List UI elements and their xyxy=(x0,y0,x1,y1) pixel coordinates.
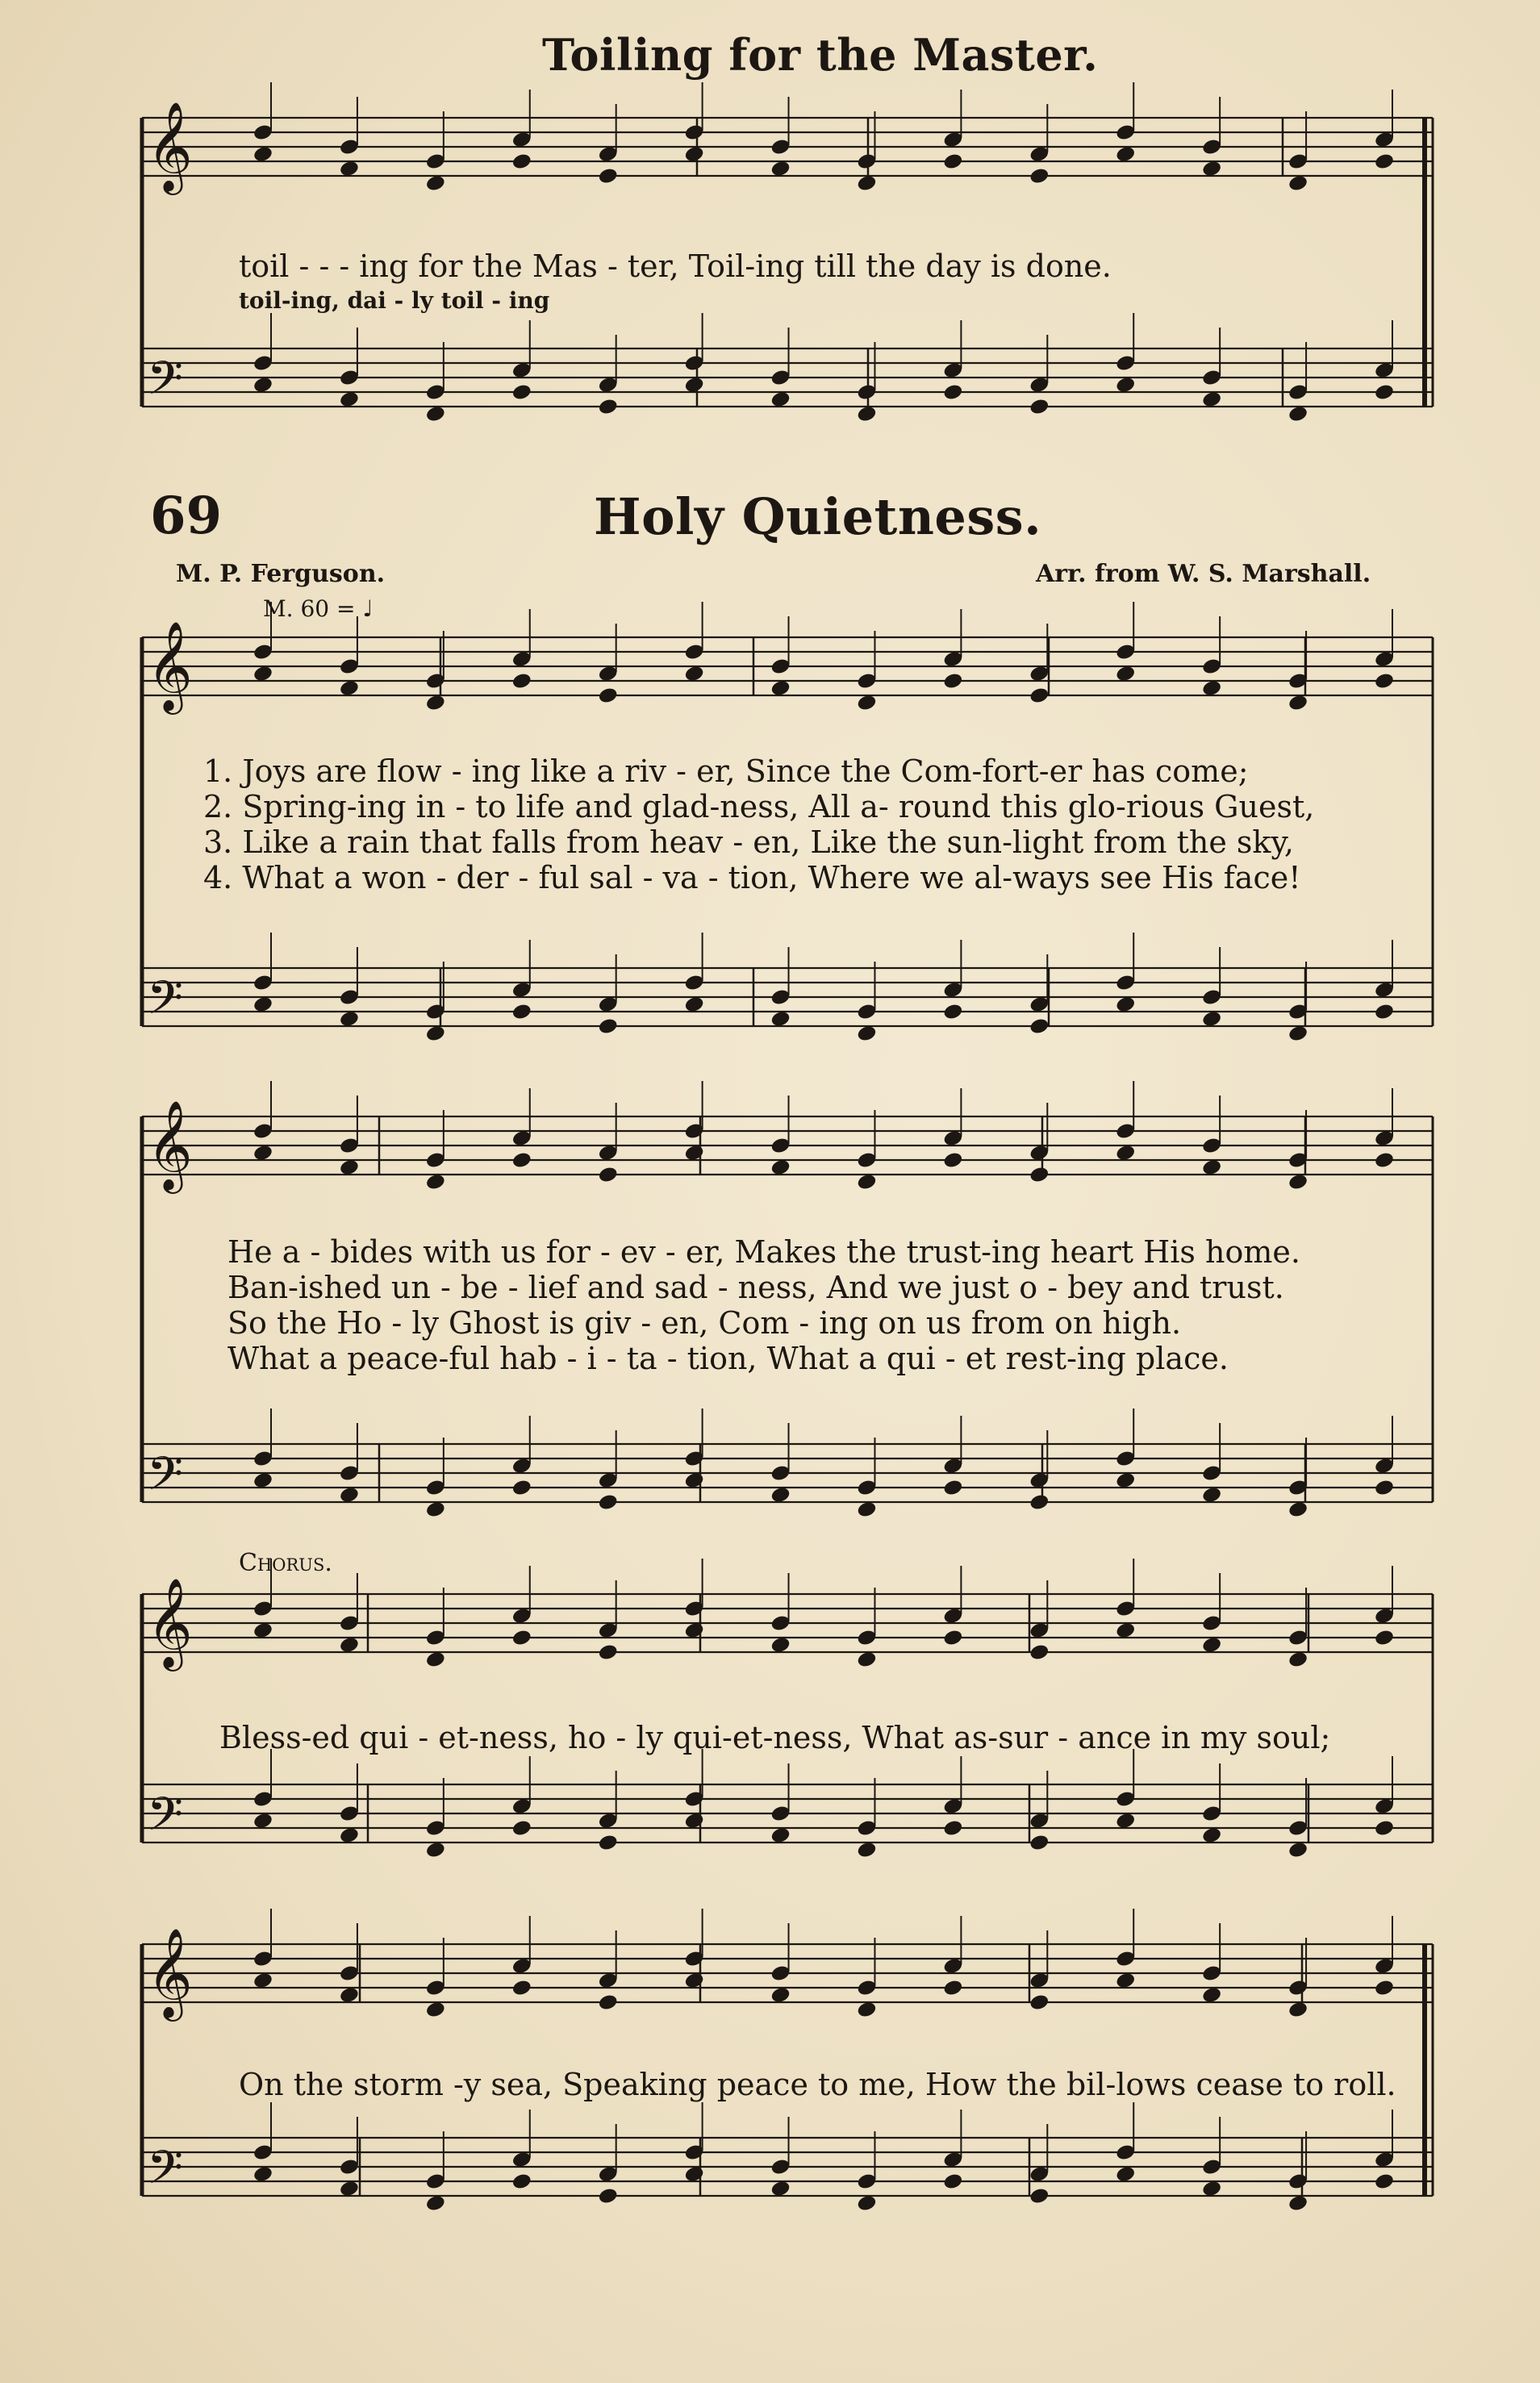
treble-clef-icon: 𝄞 xyxy=(147,1100,193,1190)
notehead xyxy=(511,1629,532,1647)
notehead xyxy=(1288,1651,1308,1669)
notehead xyxy=(942,1003,963,1021)
notehead xyxy=(684,1972,705,1990)
notehead xyxy=(856,2194,877,2213)
notehead xyxy=(856,405,877,424)
notehead xyxy=(770,1010,791,1029)
notehead xyxy=(1115,665,1136,683)
notehead xyxy=(1374,672,1395,691)
notehead xyxy=(252,1471,273,1490)
notehead xyxy=(511,383,532,402)
verse-1-line-1: 1. Joys are flow - ing like a riv - er, Since the Com-fort-er has come; xyxy=(203,753,1249,789)
notehead xyxy=(511,1151,532,1170)
notehead xyxy=(1115,1621,1136,1640)
notehead xyxy=(1288,174,1308,193)
notehead xyxy=(425,1841,446,1859)
top-hymn-lyric: toil - - - ing for the Mas - ter, Toil-ing till the day is done. xyxy=(239,248,1112,284)
notehead xyxy=(252,1621,273,1640)
bass-clef-icon: 𝄢 xyxy=(147,1446,184,1513)
bass-clef-icon: 𝄢 xyxy=(147,351,184,417)
notehead xyxy=(1288,1025,1308,1043)
notehead xyxy=(942,1479,963,1497)
notehead xyxy=(598,1643,619,1662)
bass-clef-icon: 𝄢 xyxy=(147,2140,184,2206)
notehead xyxy=(856,1173,877,1192)
treble-clef-icon: 𝄞 xyxy=(147,1577,193,1667)
verse-3-line-1: 3. Like a rain that falls from heav - en, Like the sun-light from the sky, xyxy=(203,824,1294,860)
notehead xyxy=(1288,694,1308,712)
notehead xyxy=(598,1017,619,1036)
notehead xyxy=(770,679,791,698)
notehead xyxy=(252,1812,273,1830)
chorus-line-2: On the storm -y sea, Speaking peace to me, How the bil-lows cease to roll. xyxy=(239,2067,1396,2102)
notehead xyxy=(598,1834,619,1852)
notehead xyxy=(1201,390,1222,409)
notehead xyxy=(339,1010,360,1029)
notehead xyxy=(1115,376,1136,394)
notehead xyxy=(425,694,446,712)
verse-1-line-2: He a - bides with us for - ev - er, Makes the trust-ing heart His home. xyxy=(227,1234,1300,1270)
notehead xyxy=(684,665,705,683)
notehead xyxy=(942,1629,963,1647)
hymn-author: M. P. Ferguson. xyxy=(176,560,386,588)
notehead xyxy=(598,398,619,416)
notehead xyxy=(598,687,619,705)
notehead xyxy=(1374,383,1395,402)
notehead xyxy=(1029,687,1050,705)
verse-2-line-2: Ban-ished un - be - lief and sad - ness, And we just o - bey and trust. xyxy=(227,1270,1284,1305)
notehead xyxy=(1115,1144,1136,1162)
notehead xyxy=(511,672,532,691)
notehead xyxy=(425,2194,446,2213)
notehead xyxy=(1288,405,1308,424)
treble-clef-icon: 𝄞 xyxy=(147,620,193,711)
notehead xyxy=(339,1636,360,1655)
notehead xyxy=(1374,1151,1395,1170)
notehead xyxy=(942,1819,963,1838)
notehead xyxy=(856,174,877,193)
notehead xyxy=(425,405,446,424)
bass-clef-icon: 𝄢 xyxy=(147,1787,184,1853)
notehead xyxy=(339,1826,360,1845)
notehead xyxy=(770,1158,791,1177)
notehead xyxy=(942,672,963,691)
notehead xyxy=(1374,1003,1395,1021)
notehead xyxy=(1288,1500,1308,1519)
notehead xyxy=(1374,1629,1395,1647)
notehead xyxy=(770,1486,791,1505)
notehead xyxy=(252,376,273,394)
notehead xyxy=(1029,167,1050,186)
verse-2-line-1: 2. Spring-ing in - to life and glad-ness, All a- round this glo-rious Guest, xyxy=(203,789,1315,824)
chorus-line-1: Bless-ed qui - et-ness, ho - ly qui-et-ness, What as-sur - ance in my soul; xyxy=(219,1720,1331,1755)
notehead xyxy=(1029,398,1050,416)
notehead xyxy=(942,2172,963,2191)
notehead xyxy=(339,160,360,178)
notehead xyxy=(1201,160,1222,178)
notehead xyxy=(598,167,619,186)
notehead xyxy=(1029,1993,1050,2012)
bass-clef-icon: 𝄢 xyxy=(147,970,184,1037)
notehead xyxy=(339,679,360,698)
notehead xyxy=(1374,2172,1395,2191)
notehead xyxy=(684,1621,705,1640)
notehead xyxy=(1201,1158,1222,1177)
notehead xyxy=(1201,1636,1222,1655)
notehead xyxy=(770,390,791,409)
notehead xyxy=(425,1651,446,1669)
notehead xyxy=(1029,1493,1050,1512)
notehead xyxy=(425,174,446,193)
notehead xyxy=(511,1819,532,1838)
notehead xyxy=(856,1025,877,1043)
notehead xyxy=(684,2165,705,2184)
notehead xyxy=(1115,145,1136,164)
notehead xyxy=(1374,1479,1395,1497)
notehead xyxy=(1029,1834,1050,1852)
notehead xyxy=(252,995,273,1014)
notehead xyxy=(856,1500,877,1519)
notehead xyxy=(598,1493,619,1512)
tempo-mark: M. 60 = ♩ xyxy=(263,595,374,622)
notehead xyxy=(770,1826,791,1845)
notehead xyxy=(1115,1471,1136,1490)
notehead xyxy=(684,1812,705,1830)
notehead xyxy=(425,1500,446,1519)
notehead xyxy=(1288,2194,1308,2213)
notehead xyxy=(1115,1812,1136,1830)
notehead xyxy=(1288,1173,1308,1192)
notehead xyxy=(856,1651,877,1669)
notehead xyxy=(339,390,360,409)
notehead xyxy=(252,2165,273,2184)
notehead xyxy=(1029,1166,1050,1184)
notehead xyxy=(1288,2001,1308,2019)
notehead xyxy=(1288,1841,1308,1859)
treble-clef-icon: 𝄞 xyxy=(147,1927,193,2018)
notehead xyxy=(425,2001,446,2019)
notehead xyxy=(684,995,705,1014)
top-hymn-title: Toiling for the Master. xyxy=(542,29,1099,81)
notehead xyxy=(252,665,273,683)
notehead xyxy=(856,2001,877,2019)
notehead xyxy=(598,1993,619,2012)
notehead xyxy=(1201,1826,1222,1845)
notehead xyxy=(856,694,877,712)
notehead xyxy=(339,1986,360,2005)
notehead xyxy=(1201,679,1222,698)
notehead xyxy=(1201,1486,1222,1505)
notehead xyxy=(684,1144,705,1162)
notehead xyxy=(1115,995,1136,1014)
notehead xyxy=(339,1158,360,1177)
treble-clef-icon: 𝄞 xyxy=(147,101,193,191)
notehead xyxy=(1201,1986,1222,2005)
notehead xyxy=(1374,1819,1395,1838)
notehead xyxy=(252,1144,273,1162)
notehead xyxy=(684,145,705,164)
notehead xyxy=(942,1151,963,1170)
notehead xyxy=(684,376,705,394)
hymn-arranger: Arr. from W. S. Marshall. xyxy=(1036,560,1371,588)
notehead xyxy=(511,1003,532,1021)
notehead xyxy=(425,1025,446,1043)
notehead xyxy=(1374,1979,1395,1997)
notehead xyxy=(1115,1972,1136,1990)
chorus-label: Chorus. xyxy=(239,1549,332,1577)
notehead xyxy=(942,1979,963,1997)
notehead xyxy=(1029,1643,1050,1662)
notehead xyxy=(339,1486,360,1505)
notehead xyxy=(770,1986,791,2005)
notehead xyxy=(1201,1010,1222,1029)
notehead xyxy=(511,1979,532,1997)
notehead xyxy=(1115,2165,1136,2184)
notehead xyxy=(1374,152,1395,171)
verse-4-line-2: What a peace-ful hab - i - ta - tion, What a qui - et rest-ing place. xyxy=(227,1341,1229,1376)
notehead xyxy=(942,152,963,171)
hymn-title: Holy Quietness. xyxy=(594,487,1042,546)
notehead xyxy=(511,2172,532,2191)
notehead xyxy=(339,2180,360,2198)
notehead xyxy=(856,1841,877,1859)
notehead xyxy=(942,383,963,402)
notehead xyxy=(1201,2180,1222,2198)
notehead xyxy=(770,160,791,178)
notehead xyxy=(598,1166,619,1184)
notehead xyxy=(598,2187,619,2206)
notehead xyxy=(252,1972,273,1990)
notehead xyxy=(511,1479,532,1497)
verse-3-line-2: So the Ho - ly Ghost is giv - en, Com - ing on us from on high. xyxy=(227,1305,1182,1341)
top-hymn-alto-lyric: toil-ing, dai - ly toil - ing xyxy=(239,287,550,314)
verse-4-line-1: 4. What a won - der - ful sal - va - tion, Where we al-ways see His face! xyxy=(203,860,1301,895)
notehead xyxy=(770,2180,791,2198)
notehead xyxy=(770,1636,791,1655)
notehead xyxy=(1029,2187,1050,2206)
notehead xyxy=(511,152,532,171)
notehead xyxy=(252,145,273,164)
notehead xyxy=(684,1471,705,1490)
notehead xyxy=(425,1173,446,1192)
notehead xyxy=(1029,1017,1050,1036)
hymn-number: 69 xyxy=(150,486,223,546)
